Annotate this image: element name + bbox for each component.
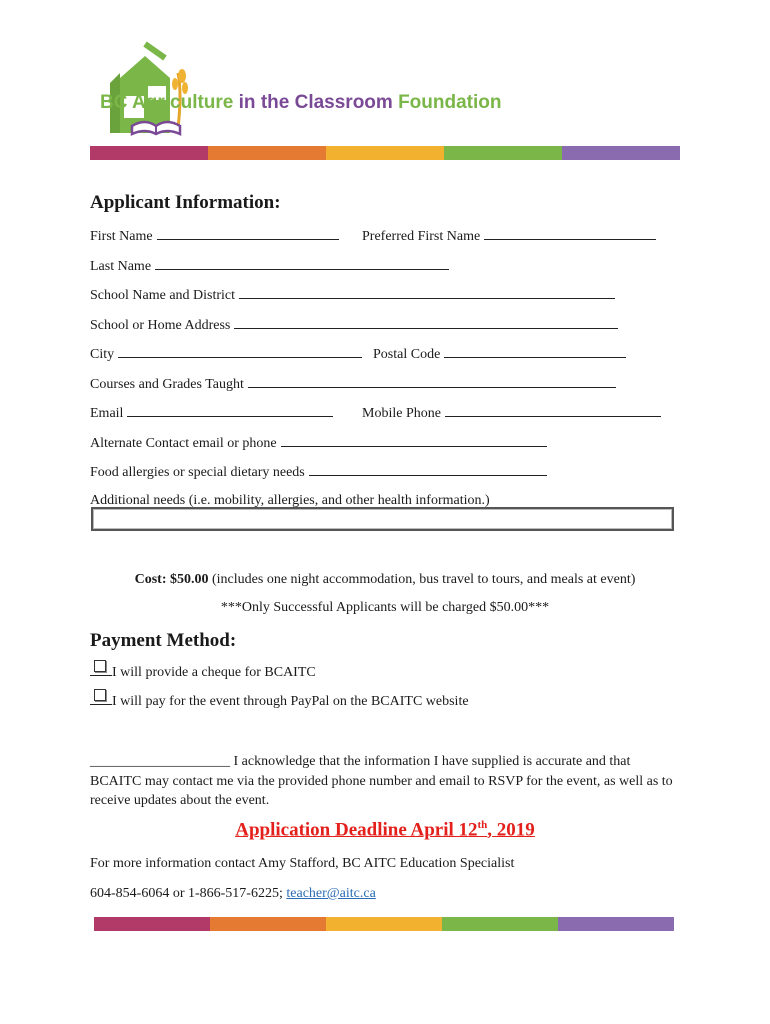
org-name-part2: in the Classroom bbox=[233, 92, 393, 113]
acknowledgement bbox=[90, 752, 680, 811]
additional-needs-label: Additional needs (i.e. mobility, allergies, and other health information.) bbox=[90, 493, 490, 508]
contact-phone-line bbox=[90, 886, 376, 902]
food-allergies-field[interactable] bbox=[90, 463, 547, 481]
courses-label: Courses and Grades Taught bbox=[90, 377, 244, 392]
deadline-prefix: Application Deadline April 12 bbox=[235, 819, 478, 841]
cost-label: Cost: $50.00 bbox=[134, 572, 209, 587]
alternate-contact-label: Alternate Contact email or phone bbox=[90, 436, 277, 451]
org-name-part1: BC Agriculture bbox=[100, 92, 234, 113]
school-address-field[interactable] bbox=[90, 316, 618, 334]
first-name-field[interactable] bbox=[90, 227, 339, 245]
deadline-year: , 2019 bbox=[487, 819, 535, 841]
alternate-contact-field[interactable] bbox=[90, 434, 547, 452]
city-label: City bbox=[90, 347, 115, 362]
payment-option-paypal[interactable] bbox=[90, 693, 469, 710]
mobile-phone-label: Mobile Phone bbox=[362, 406, 441, 421]
school-name-field[interactable] bbox=[90, 286, 615, 304]
barn-logo-icon bbox=[90, 38, 200, 138]
email-field[interactable] bbox=[90, 404, 333, 422]
application-deadline bbox=[0, 819, 770, 841]
color-stripe-top bbox=[90, 146, 680, 160]
last-name-field[interactable] bbox=[90, 257, 449, 275]
school-name-label: School Name and District bbox=[90, 288, 236, 303]
contact-line: For more information contact Amy Stafford, BC AITC Education Specialist bbox=[90, 856, 515, 871]
mobile-phone-field[interactable] bbox=[362, 404, 661, 422]
acknowledgement-text: I acknowledge that the information I have supplied is accurate and that BCAITC may contact me via the provided phone number and email to RSVP for the event, as well as to receive updates about the event. bbox=[90, 754, 673, 808]
signature-blank[interactable]: ____________________ bbox=[90, 754, 230, 769]
cost-line bbox=[0, 572, 770, 588]
email-label: Email bbox=[90, 406, 124, 421]
org-name-part3: Foundation bbox=[392, 92, 502, 113]
food-allergies-label: Food allergies or special dietary needs bbox=[90, 465, 305, 480]
postal-code-field[interactable] bbox=[373, 345, 626, 363]
city-field[interactable] bbox=[90, 345, 362, 363]
first-name-label: First Name bbox=[90, 229, 153, 244]
school-address-label: School or Home Address bbox=[90, 318, 231, 333]
email-link[interactable]: teacher@aitc.ca bbox=[286, 886, 376, 901]
preferred-first-name-field[interactable] bbox=[362, 227, 656, 245]
cost-detail: (includes one night accommodation, bus travel to tours, and meals at event) bbox=[208, 572, 636, 587]
additional-needs-input[interactable] bbox=[91, 507, 674, 531]
org-name bbox=[100, 92, 502, 114]
preferred-first-name-label: Preferred First Name bbox=[362, 229, 481, 244]
applicant-heading: Applicant Information: bbox=[90, 192, 281, 213]
paypal-checkbox[interactable] bbox=[94, 689, 106, 701]
charge-note: ***Only Successful Applicants will be charged $50.00*** bbox=[220, 600, 550, 615]
cheque-checkbox[interactable] bbox=[94, 660, 106, 672]
color-stripe-bottom bbox=[94, 917, 674, 931]
last-name-label: Last Name bbox=[90, 259, 152, 274]
payment-heading: Payment Method: bbox=[90, 630, 237, 651]
deadline-ordinal: th bbox=[477, 819, 488, 831]
cheque-label: I will provide a cheque for BCAITC bbox=[112, 665, 316, 680]
paypal-label: I will pay for the event through PayPal on the BCAITC website bbox=[112, 694, 469, 709]
phone-numbers: 604-854-6064 or 1-866-517-6225; bbox=[90, 886, 287, 901]
postal-code-label: Postal Code bbox=[373, 347, 441, 362]
payment-option-cheque[interactable] bbox=[90, 664, 316, 681]
courses-field[interactable] bbox=[90, 375, 616, 393]
